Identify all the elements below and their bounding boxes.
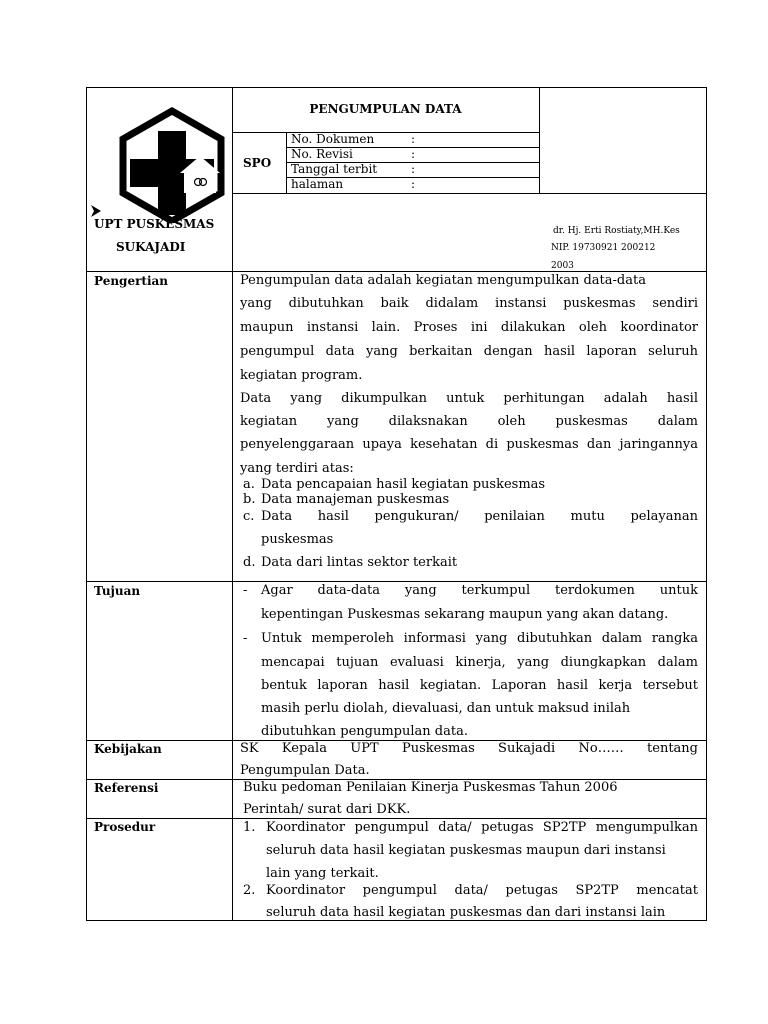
list-item: Data hasil pengukuran/ penilaian mutu pelayanan (261, 509, 698, 524)
label-pengertian: Pengertian (94, 274, 169, 288)
list-item-continued: dibutuhkan pengumpulan data. (261, 724, 468, 739)
list-marker: 2. (243, 883, 256, 898)
bullet-arrow-icon (90, 204, 102, 218)
list-item-continued: masih perlu diolah, dievaluasi, dan untuk maksud inilah (261, 701, 631, 716)
paragraph-line: maupun instansi lain. Proses ini dilakukan oleh koordinator (240, 320, 698, 335)
list-item-continued: lain yang terkait. (266, 866, 379, 881)
list-marker: 1. (243, 820, 256, 835)
field-label-no-revisi: No. Revisi (291, 147, 353, 161)
paragraph-line: yang dibutuhkan baik didalam instansi puskesmas sendiri (240, 296, 698, 311)
org-location: SUKAJADI (116, 240, 186, 254)
signer-nip-continued: 2003 (551, 261, 574, 271)
field-colon: : (411, 132, 416, 146)
field-colon: : (411, 177, 416, 191)
header-title-divider (232, 132, 539, 133)
list-item: Untuk memperoleh informasi yang dibutuhkan dalam rangka (261, 631, 698, 646)
label-tujuan: Tujuan (94, 584, 141, 598)
label-kebijakan: Kebijakan (94, 742, 162, 756)
paragraph-line: Buku pedoman Penilaian Kinerja Puskesmas Tahun 2006 (243, 780, 618, 795)
list-item-continued: seluruh data hasil kegiatan puskesmas maupun dari instansi (266, 843, 666, 858)
list-item-continued: puskesmas (261, 532, 334, 547)
list-item: Data pencapaian hasil kegiatan puskesmas (261, 477, 546, 492)
spo-column-divider (286, 132, 287, 193)
field-label-halaman: halaman (291, 177, 344, 191)
paragraph-line: Pengumpulan data adalah kegiatan mengumpulkan data-data (240, 273, 646, 288)
paragraph-line: pengumpul data yang berkaitan dengan hasil laporan seluruh (240, 344, 698, 359)
list-item: Data dari lintas sektor terkait (261, 555, 458, 570)
header-right-divider (539, 87, 540, 193)
spo-document-table (86, 87, 707, 921)
row-divider (86, 581, 707, 582)
signer-name: dr. Hj. Erti Rostiaty,MH.Kes (553, 226, 680, 236)
list-item: Koordinator pengumpul data/ petugas SP2TP mengumpulkan (266, 820, 698, 835)
spo-label: SPO (243, 156, 272, 170)
paragraph-line: Pengumpulan Data. (240, 763, 370, 778)
list-item-continued: seluruh data hasil kegiatan puskesmas dan dari instansi lain (266, 905, 666, 920)
list-marker: a. (243, 477, 255, 492)
list-item-continued: kepentingan Puskesmas sekarang maupun yang akan datang. (261, 607, 669, 622)
header-bottom-border (86, 271, 707, 272)
signer-nip: NIP. 19730921 200212 (551, 243, 656, 253)
table-border-right (706, 87, 707, 921)
list-marker: - (243, 631, 248, 646)
paragraph-line: Perintah/ surat dari DKK. (243, 802, 411, 817)
paragraph-line: penyelenggaraan upaya kesehatan di puskesmas dan jaringannya (240, 437, 698, 452)
table-border-left (86, 87, 87, 921)
paragraph-line: SK Kepala UPT Puskesmas Sukajadi No…… tentang (240, 741, 698, 756)
list-item: Agar data-data yang terkumpul terdokumen untuk (261, 583, 698, 598)
org-name: UPT PUSKESMAS (94, 217, 215, 231)
table-border-bottom (86, 920, 707, 921)
puskesmas-logo (114, 107, 230, 223)
list-marker: b. (243, 492, 256, 507)
paragraph-line: kegiatan yang dilaksnakan oleh puskesmas dalam (240, 414, 698, 429)
list-item-continued: mencapai tujuan evaluasi kinerja, yang diungkapkan dalam (261, 655, 698, 670)
row-divider (86, 818, 707, 819)
paragraph-line: kegiatan program. (240, 368, 363, 383)
header-mid-divider (232, 193, 707, 194)
list-marker: - (243, 583, 248, 598)
field-colon: : (411, 147, 416, 161)
list-marker: d. (243, 555, 256, 570)
field-label-tanggal-terbit: Tanggal terbit (291, 162, 378, 176)
field-label-no-dokumen: No. Dokumen (291, 132, 375, 146)
list-item-continued: bentuk laporan hasil kegiatan. Laporan hasil kerja tersebut (261, 678, 698, 693)
label-referensi: Referensi (94, 781, 159, 795)
table-border-top (86, 87, 707, 88)
field-colon: : (411, 162, 416, 176)
paragraph-line: yang terdiri atas: (240, 461, 354, 476)
list-item: Data manajeman puskesmas (261, 492, 450, 507)
paragraph-line: Data yang dikumpulkan untuk perhitungan adalah hasil (240, 391, 698, 406)
list-item: Koordinator pengumpul data/ petugas SP2TP mencatat (266, 883, 698, 898)
label-column-divider (232, 87, 233, 921)
document-title: PENGUMPULAN DATA (309, 102, 462, 116)
label-prosedur: Prosedur (94, 820, 156, 834)
list-marker: c. (243, 509, 255, 524)
